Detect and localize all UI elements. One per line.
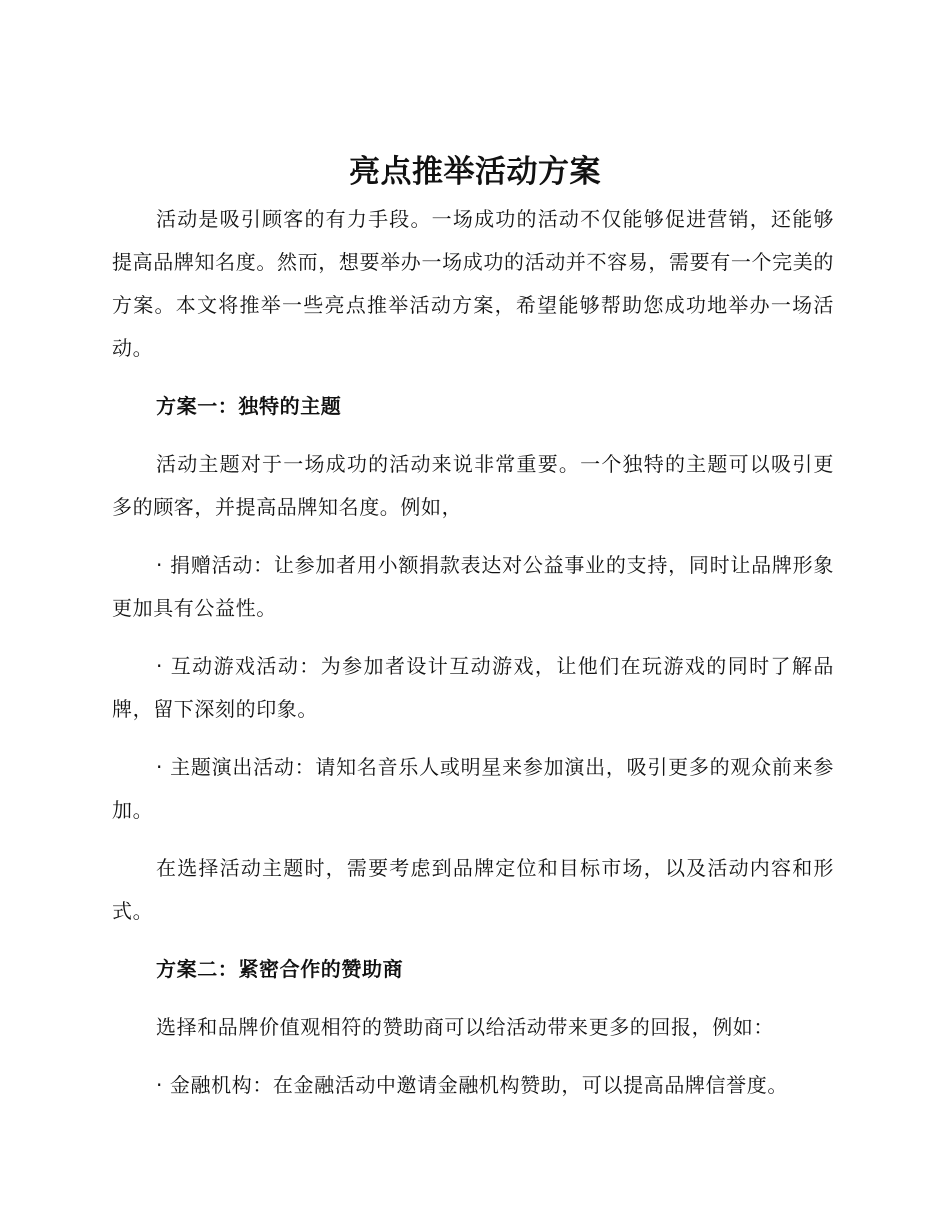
document-body [112, 198, 834, 1122]
bullet-financial-institution: · 金融机构：在金融活动中邀请金融机构赞助，可以提高品牌信誉度。 [156, 1073, 788, 1097]
bullet-theme-performance-activity: · 主题演出活动：请知名音乐人或明星来参加演出，吸引更多的观众前来参加。 [112, 755, 834, 822]
section-heading-plan-one: 方案一：独特的主题 [156, 394, 342, 418]
sponsor-paragraph: 选择和品牌价值观相符的赞助商可以给活动带来更多的回报，例如： [156, 1015, 774, 1039]
intro-paragraph: 活动是吸引顾客的有力手段。一场成功的活动不仅能够促进营销，还能够提高品牌知名度。然而，想要举办一场成功的活动并不容易，需要有一个完美的方案。本文将推举一些亮点推举活动方案，希望能够帮助您成功地举办一场活动。 [112, 207, 834, 360]
bullet-interactive-game-activity: · 互动游戏活动：为参加者设计互动游戏，让他们在玩游戏的同时了解品牌，留下深刻的印象。 [112, 654, 834, 721]
plan-one-paragraph: 活动主题对于一场成功的活动来说非常重要。一个独特的主题可以吸引更多的顾客，并提高品牌知名度。例如， [112, 452, 834, 519]
theme-selection-paragraph: 在选择活动主题时，需要考虑到品牌定位和目标市场，以及活动内容和形式。 [112, 856, 834, 923]
document-title: 亮点推举活动方案 [349, 154, 601, 190]
bullet-donation-activity: · 捐赠活动：让参加者用小额捐款表达对公益事业的支持，同时让品牌形象更加具有公益性。 [112, 553, 834, 620]
section-heading-plan-two: 方案二：紧密合作的赞助商 [156, 957, 404, 981]
